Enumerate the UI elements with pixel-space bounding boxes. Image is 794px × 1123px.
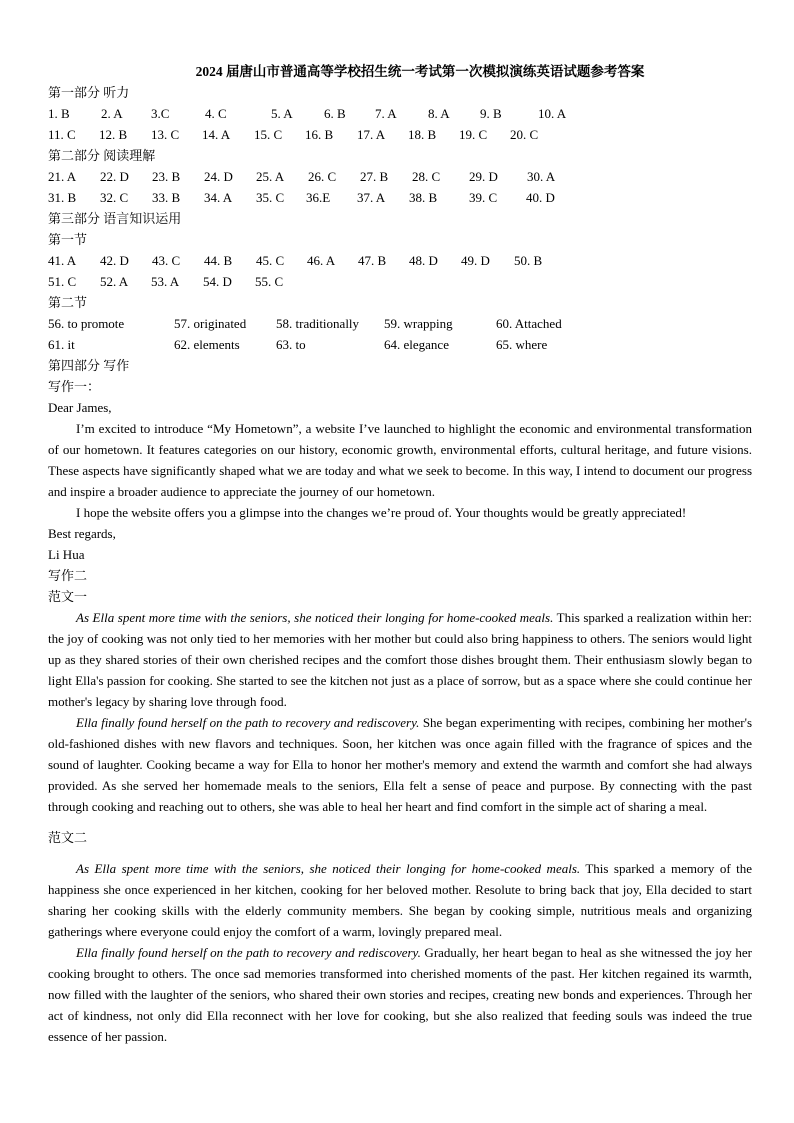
answer-item: 25. A	[256, 169, 285, 184]
answer-item: 3.C	[151, 106, 170, 121]
essay-prompt-sentence: Ella finally found herself on the path to recovery and rediscovery.	[76, 715, 420, 730]
answer-row	[48, 103, 752, 124]
answer-item: 60. Attached	[496, 316, 562, 331]
part4-heading: 第四部分 写作	[48, 358, 130, 373]
section1-heading: 第一节	[48, 232, 88, 247]
answer-item: 59. wrapping	[384, 316, 453, 331]
answer-item: 15. C	[254, 127, 283, 142]
answer-item: 48. D	[409, 253, 438, 268]
essay-text: This sparked a memory of the happiness she once experienced in her kitchen, cooking for her beloved mother. Resolute to bring back that joy, Ella decided to start sharing her cooking skills with the elderly community members. She began by cooking simple, nutritious meals and organizing gatherings where everyone could enjoy the comfort of a warm, lovingly prepared meal.	[48, 861, 752, 939]
answer-item: 35. C	[256, 190, 285, 205]
answer-item: 23. B	[152, 169, 181, 184]
answer-item: 16. B	[305, 127, 334, 142]
answer-item: 32. C	[100, 190, 129, 205]
part2-heading: 第二部分 阅读理解	[48, 148, 156, 163]
essay-prompt-sentence: Ella finally found herself on the path to recovery and rediscovery.	[76, 945, 421, 960]
answer-row	[48, 271, 752, 292]
page-title: 2024 届唐山市普通高等学校招生统一考试第一次模拟演练英语试题参考答案	[195, 64, 645, 79]
answer-item: 17. A	[357, 127, 386, 142]
answer-item: 1. B	[48, 106, 70, 121]
answer-row	[48, 250, 752, 271]
answer-item: 39. C	[469, 190, 498, 205]
letter-signature: Li Hua	[48, 547, 85, 562]
answer-item: 62. elements	[174, 337, 240, 352]
section2-heading: 第二节	[48, 295, 88, 310]
answer-item: 8. A	[428, 106, 450, 121]
answer-item: 30. A	[527, 169, 556, 184]
answer-item: 63. to	[276, 337, 306, 352]
letter-greeting: Dear James,	[48, 400, 112, 415]
essay-paragraph	[48, 712, 752, 817]
answer-item: 64. elegance	[384, 337, 449, 352]
answer-item: 4. C	[205, 106, 227, 121]
answer-item: 57. originated	[174, 316, 247, 331]
answer-row	[48, 124, 752, 145]
part1-heading: 第一部分 听力	[48, 85, 130, 100]
letter-paragraph: I hope the website offers you a glimpse into the changes we’re proud of. Your thoughts would be greatly appreciated!	[76, 505, 687, 520]
letter-closing: Best regards,	[48, 526, 116, 541]
answer-item: 26. C	[308, 169, 337, 184]
answer-item: 47. B	[358, 253, 387, 268]
answer-item: 56. to promote	[48, 316, 125, 331]
answer-item: 29. D	[469, 169, 498, 184]
answer-item: 13. C	[151, 127, 180, 142]
answer-item: 45. C	[256, 253, 285, 268]
essay-text: This sparked a realization within her: the joy of cooking was not only tied to her memories with her mother but could also bring happiness to others. The seniors would light up as they shared stories of their own cherished recipes and the comfort those dishes brought them. Their enthusiasm slowly began to light Ella's passion for cooking. She started to see the kitchen not just as a place of sorrow, but as a space where she could continue her mother's legacy by sharing love through food.	[48, 610, 752, 709]
answer-item: 5. A	[271, 106, 293, 121]
answer-item: 49. D	[461, 253, 490, 268]
answer-item: 9. B	[480, 106, 502, 121]
answer-item: 55. C	[255, 274, 284, 289]
answer-item: 50. B	[514, 253, 543, 268]
answer-item: 38. B	[409, 190, 438, 205]
answer-row	[48, 166, 752, 187]
essay-paragraph	[48, 607, 752, 712]
answer-item: 41. A	[48, 253, 77, 268]
answer-item: 31. B	[48, 190, 77, 205]
writing1-heading: 写作一：	[48, 379, 101, 394]
essay-text: She began experimenting with recipes, combining her mother's old-fashioned dishes with new flavors and techniques. Soon, her kitchen was once again filled with the fragrance of spices and the sound of laughter. Cooking became a way for Ella to honor her mother's memory and extend the warmth and comfort she had always provided. As she served her homemade meals to the seniors, Ella felt a sense of peace and purpose. By connecting with the past through cooking and reaching out to others, she was able to heal her heart and find comfort in the simple act of sharing a meal.	[48, 715, 752, 814]
answer-item: 58. traditionally	[276, 316, 360, 331]
answer-item: 21. A	[48, 169, 77, 184]
answer-item: 51. C	[48, 274, 77, 289]
answer-item: 53. A	[151, 274, 180, 289]
essay-text: Gradually, her heart began to heal as she witnessed the joy her cooking brought to others. The once sad memories transformed into cherished moments of the past. Her kitchen regained its warmth, now filled with the laughter of the seniors, who shared their own stories and recipes, creating new bonds and experiences. Through her act of kindness, not only did Ella reconnect with her love for cooking, but she also realized that feeding souls was indeed the true essence of her passion.	[48, 945, 752, 1044]
answer-item: 43. C	[152, 253, 181, 268]
essay-prompt-sentence: As Ella spent more time with the seniors, she noticed their longing for home-cooked meals.	[76, 610, 554, 625]
answer-row	[48, 187, 752, 208]
answer-item: 46. A	[307, 253, 336, 268]
essay-paragraph	[48, 942, 752, 1047]
answer-item: 7. A	[375, 106, 397, 121]
answer-item: 54. D	[203, 274, 232, 289]
answer-item: 6. B	[324, 106, 346, 121]
answer-key-page	[48, 62, 752, 1047]
part3-heading: 第三部分 语言知识运用	[48, 211, 182, 226]
answer-item: 2. A	[101, 106, 123, 121]
writing2-heading: 写作二	[48, 568, 88, 583]
answer-item: 27. B	[360, 169, 389, 184]
answer-item: 42. D	[100, 253, 129, 268]
answer-item: 34. A	[204, 190, 233, 205]
sample2-heading: 范文二	[48, 830, 88, 845]
answer-item: 22. D	[100, 169, 129, 184]
answer-item: 37. A	[357, 190, 386, 205]
answer-item: 44. B	[204, 253, 233, 268]
answer-item: 61. it	[48, 337, 75, 352]
answer-item: 65. where	[496, 337, 548, 352]
answer-item: 19. C	[459, 127, 488, 142]
essay-prompt-sentence: As Ella spent more time with the seniors, she noticed their longing for home-cooked meals.	[76, 861, 581, 876]
answer-item: 24. D	[204, 169, 233, 184]
answer-row	[48, 313, 752, 334]
answer-item: 11. C	[48, 127, 76, 142]
answer-item: 18. B	[408, 127, 437, 142]
answer-item: 33. B	[152, 190, 181, 205]
answer-item: 10. A	[538, 106, 567, 121]
sample1-heading: 范文一	[48, 589, 88, 604]
answer-item: 28. C	[412, 169, 441, 184]
answer-row	[48, 334, 752, 355]
answer-item: 36.E	[306, 190, 331, 205]
answer-item: 52. A	[100, 274, 129, 289]
letter-paragraph: I’m excited to introduce “My Hometown”, a website I’ve launched to highlight the economic and environmental transformation of our hometown. It features categories on our history, economic growth, environmental efforts, cultural heritage, and future visions. These aspects have significantly shaped what we are today and what we seek to become. In this way, I intend to document our progress and inspire a broader audience to appreciate the journey of our hometown.	[48, 421, 752, 499]
answer-item: 40. D	[526, 190, 555, 205]
essay-paragraph	[48, 858, 752, 942]
answer-item: 12. B	[99, 127, 128, 142]
answer-item: 20. C	[510, 127, 539, 142]
answer-item: 14. A	[202, 127, 231, 142]
